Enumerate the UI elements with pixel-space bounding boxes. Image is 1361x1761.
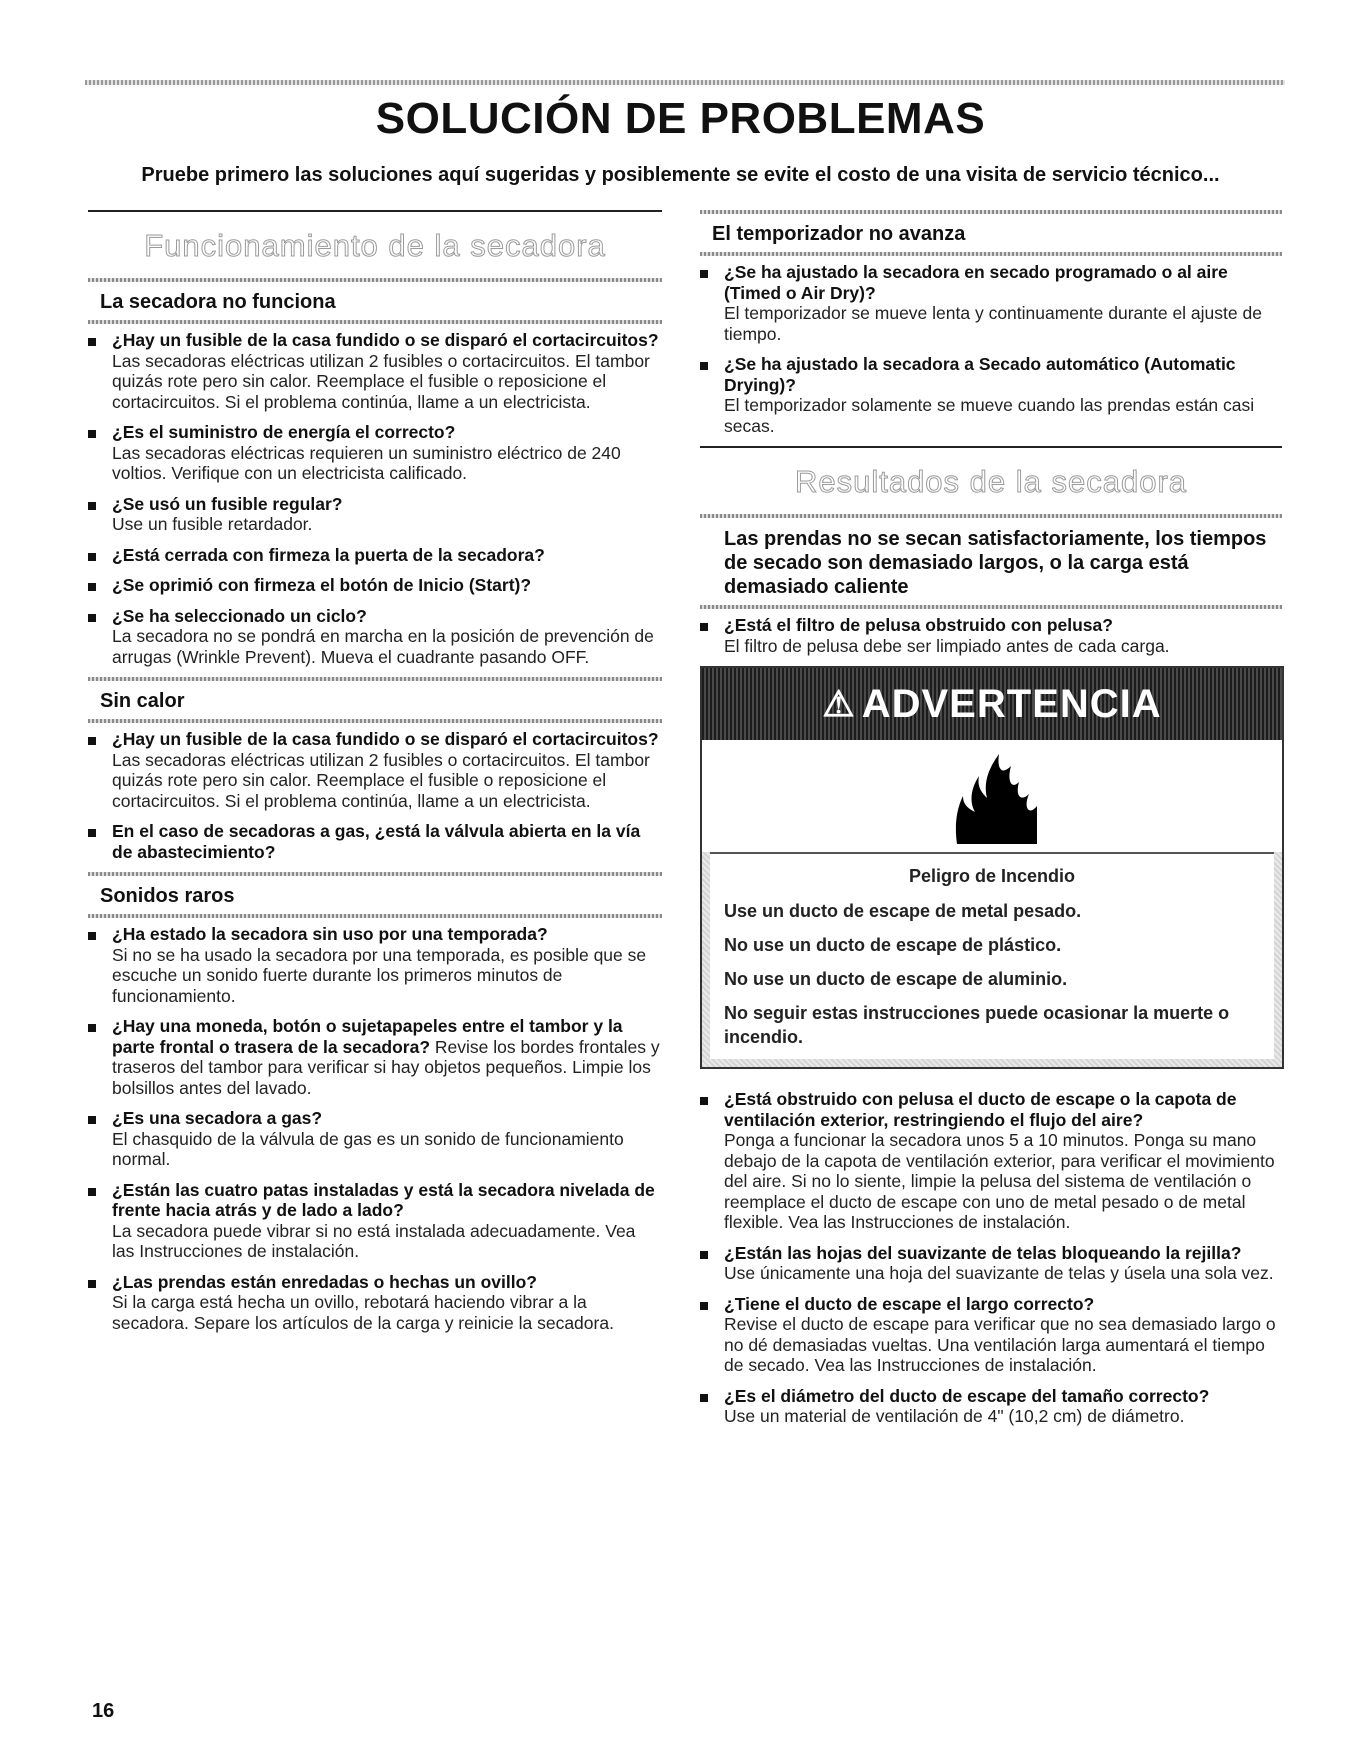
list-item (88, 1180, 662, 1262)
question-text: ¿Están las hojas del suavizante de telas bloqueando la rejilla? (724, 1242, 1242, 1263)
question-text: ¿Ha estado la secadora sin uso por una temporada? (112, 924, 548, 944)
question-text: ¿Se ha ajustado la secadora a Secado automático (Automatic Drying)? (724, 354, 1236, 395)
subheading: La secadora no funciona (100, 291, 336, 313)
answer-text: Use un material de ventilación de 4" (10,2 cm) de diámetro. (724, 1406, 1185, 1426)
left-column (88, 210, 662, 1343)
fire-hazard-icon (702, 740, 1282, 852)
question-text: ¿Hay una moneda, botón o sujetapapeles entre el tambor y la parte frontal o trasera de la secadora? (112, 1016, 623, 1057)
list-item (88, 821, 662, 862)
list-item (700, 1386, 1282, 1427)
question-text: ¿Hay un fusible de la casa fundido o se disparó el cortacircuitos? (112, 729, 659, 749)
list-item (88, 545, 662, 566)
list-item (700, 615, 1282, 656)
answer-text: El temporizador solamente se mueve cuando las prendas están casi secas. (724, 395, 1255, 436)
question-text: ¿Es el diámetro del ducto de escape del tamaño correcto? (724, 1385, 1210, 1406)
warning-line: No use un ducto de escape de aluminio. (724, 969, 1068, 989)
question-text: ¿Se usó un fusible regular? (112, 493, 343, 514)
item-list (88, 918, 662, 1333)
question-text: ¿Se oprimió con firmeza el botón de Inicio (Start)? (112, 575, 532, 595)
item-list (88, 324, 662, 667)
warning-label: ADVERTENCIA (861, 681, 1162, 726)
answer-text: Revise el ducto de escape para verificar que no sea demasiado largo o no dé demasiadas vueltas. Una ventilación larga aumentará el tiempo de secado. Vea las Instrucciones de instalación. (724, 1314, 1276, 1375)
answer-text: El chasquido de la válvula de gas es un sonido de funcionamiento normal. (112, 1128, 624, 1169)
question-text: ¿Está el filtro de pelusa obstruido con pelusa? (724, 615, 1113, 635)
question-text: ¿Es una secadora a gas? (112, 1108, 323, 1128)
list-item (88, 729, 662, 811)
list-item (88, 606, 662, 668)
list-item (88, 1016, 662, 1098)
page-title: SOLUCIÓN DE PROBLEMAS (375, 94, 986, 143)
answer-text: Use un fusible retardador. (112, 514, 313, 534)
list-item (88, 422, 662, 484)
page-number: 16 (92, 1700, 115, 1722)
answer-text: Use únicamente una hoja del suavizante de telas y úsela una sola vez. (724, 1263, 1274, 1283)
list-item (88, 1272, 662, 1334)
question-text: ¿Se ha ajustado la secadora en secado programado o al aire (Timed o Air Dry)? (724, 262, 1228, 303)
section-title-funcionamiento: Funcionamiento de la secadora (144, 228, 606, 263)
list-item (88, 494, 662, 535)
subheading-timer: El temporizador no avanza (712, 223, 966, 245)
subheading: Sin calor (100, 690, 185, 712)
answer-text: Las secadoras eléctricas utilizan 2 fusibles o cortacircuitos. El tambor quizás rote pero sin calor. Reemplace el fusible o reposicione el cortacircuitos. Si el problema continúa, llame a un electricista. (112, 350, 650, 412)
question-text: ¿Es el suministro de energía el correcto? (112, 422, 456, 442)
answer-text: Si no se ha usado la secadora por una temporada, es posible que se escuche un sonido fuerte durante los primeros minutos de funcionamiento. (112, 944, 647, 1006)
warning-triangle-icon: ⚠ (822, 683, 856, 724)
left-groups (88, 278, 662, 1333)
list-item (88, 330, 662, 412)
results-items (700, 609, 1282, 656)
warning-body (710, 852, 1274, 1059)
subheading: Sonidos raros (100, 885, 235, 907)
list-item (88, 924, 662, 1006)
list-item (700, 354, 1282, 436)
question-text: ¿Están las cuatro patas instaladas y está la secadora nivelada de frente hacia atrás y de lado a lado? (112, 1179, 655, 1220)
item-list (88, 723, 662, 862)
question-text: ¿Se ha seleccionado un ciclo? (112, 605, 367, 626)
subheading-results: Las prendas no se secan satisfactoriamente, los tiempos de secado son demasiado largos, o la carga está demasiado caliente (724, 528, 1267, 598)
warning-line: No use un ducto de escape de plástico. (724, 935, 1062, 955)
question-text: En el caso de secadoras a gas, ¿está la válvula abierta en la vía de abastecimiento? (112, 821, 641, 862)
list-item (700, 1089, 1282, 1233)
warning-header (702, 668, 1282, 740)
answer-text: Las secadoras eléctricas requieren un suministro eléctrico de 240 voltios. Verifique con un electricista calificado. (112, 442, 621, 483)
right-column (700, 210, 1282, 1437)
answer-text: Revise los bordes frontales y traseros del tambor para verificar si hay objetos pequeños. Limpie los bolsillos antes del lavado. (112, 1036, 660, 1098)
question-text: ¿Hay un fusible de la casa fundido o se disparó el cortacircuitos? (112, 330, 659, 350)
warning-line: No seguir estas instrucciones puede ocasionar la muerte o incendio. (724, 1003, 1230, 1047)
answer-text: La secadora no se pondrá en marcha en la posición de prevención de arrugas (Wrinkle Prevent). Mueva el cuadrante pasando OFF. (112, 626, 654, 667)
warning-box (700, 666, 1284, 1069)
timer-items (700, 256, 1282, 436)
answer-text: La secadora puede vibrar si no está instalada adecuadamente. Vea las Instrucciones de instalación. (112, 1220, 636, 1261)
more-items (700, 1083, 1282, 1427)
question-text: ¿Las prendas están enredadas o hechas un ovillo? (112, 1271, 537, 1292)
answer-text: Ponga a funcionar la secadora unos 5 a 10 minutos. Ponga su mano debajo de la capota de ventilación exterior, para verificar el movimiento del aire. Si no lo siente, limpie la pelusa del sistema de ventilación o reemplace el ducto de escape con uno de metal pesado o de metal flexible. Vea las Instrucciones de instalación. (724, 1130, 1275, 1232)
list-item (88, 1108, 662, 1170)
page-subtitle: Pruebe primero las soluciones aquí sugeridas y posiblemente se evite el costo de una visita de servicio técnico... (141, 164, 1220, 186)
answer-text: Las secadoras eléctricas utilizan 2 fusibles o cortacircuitos. El tambor quizás rote pero sin calor. Reemplace el fusible o reposicione el cortacircuitos. Si el problema continúa, llame a un electricista. (112, 749, 650, 811)
answer-text: Si la carga está hecha un ovillo, rebotará haciendo vibrar a la secadora. Separe los artículos de la carga y reinicie la secadora. (112, 1292, 614, 1333)
warning-line: Use un ducto de escape de metal pesado. (724, 901, 1082, 921)
answer-text: El temporizador se mueve lenta y continuamente durante el ajuste de tiempo. (724, 303, 1262, 344)
section-title-resultados: Resultados de la secadora (794, 464, 1188, 499)
list-item (88, 575, 662, 596)
list-item (700, 1294, 1282, 1376)
answer-text: El filtro de pelusa debe ser limpiado antes de cada carga. (724, 635, 1170, 656)
question-text: ¿Tiene el ducto de escape el largo correcto? (724, 1293, 1095, 1314)
list-item (700, 262, 1282, 344)
warning-title: Peligro de Incendio (908, 866, 1076, 886)
question-text: ¿Está cerrada con firmeza la puerta de la secadora? (112, 544, 545, 565)
list-item (700, 1243, 1282, 1284)
top-dotted-rule (85, 80, 1285, 85)
question-text: ¿Está obstruido con pelusa el ducto de escape o la capota de ventilación exterior, restringiendo el flujo del aire? (724, 1089, 1237, 1130)
